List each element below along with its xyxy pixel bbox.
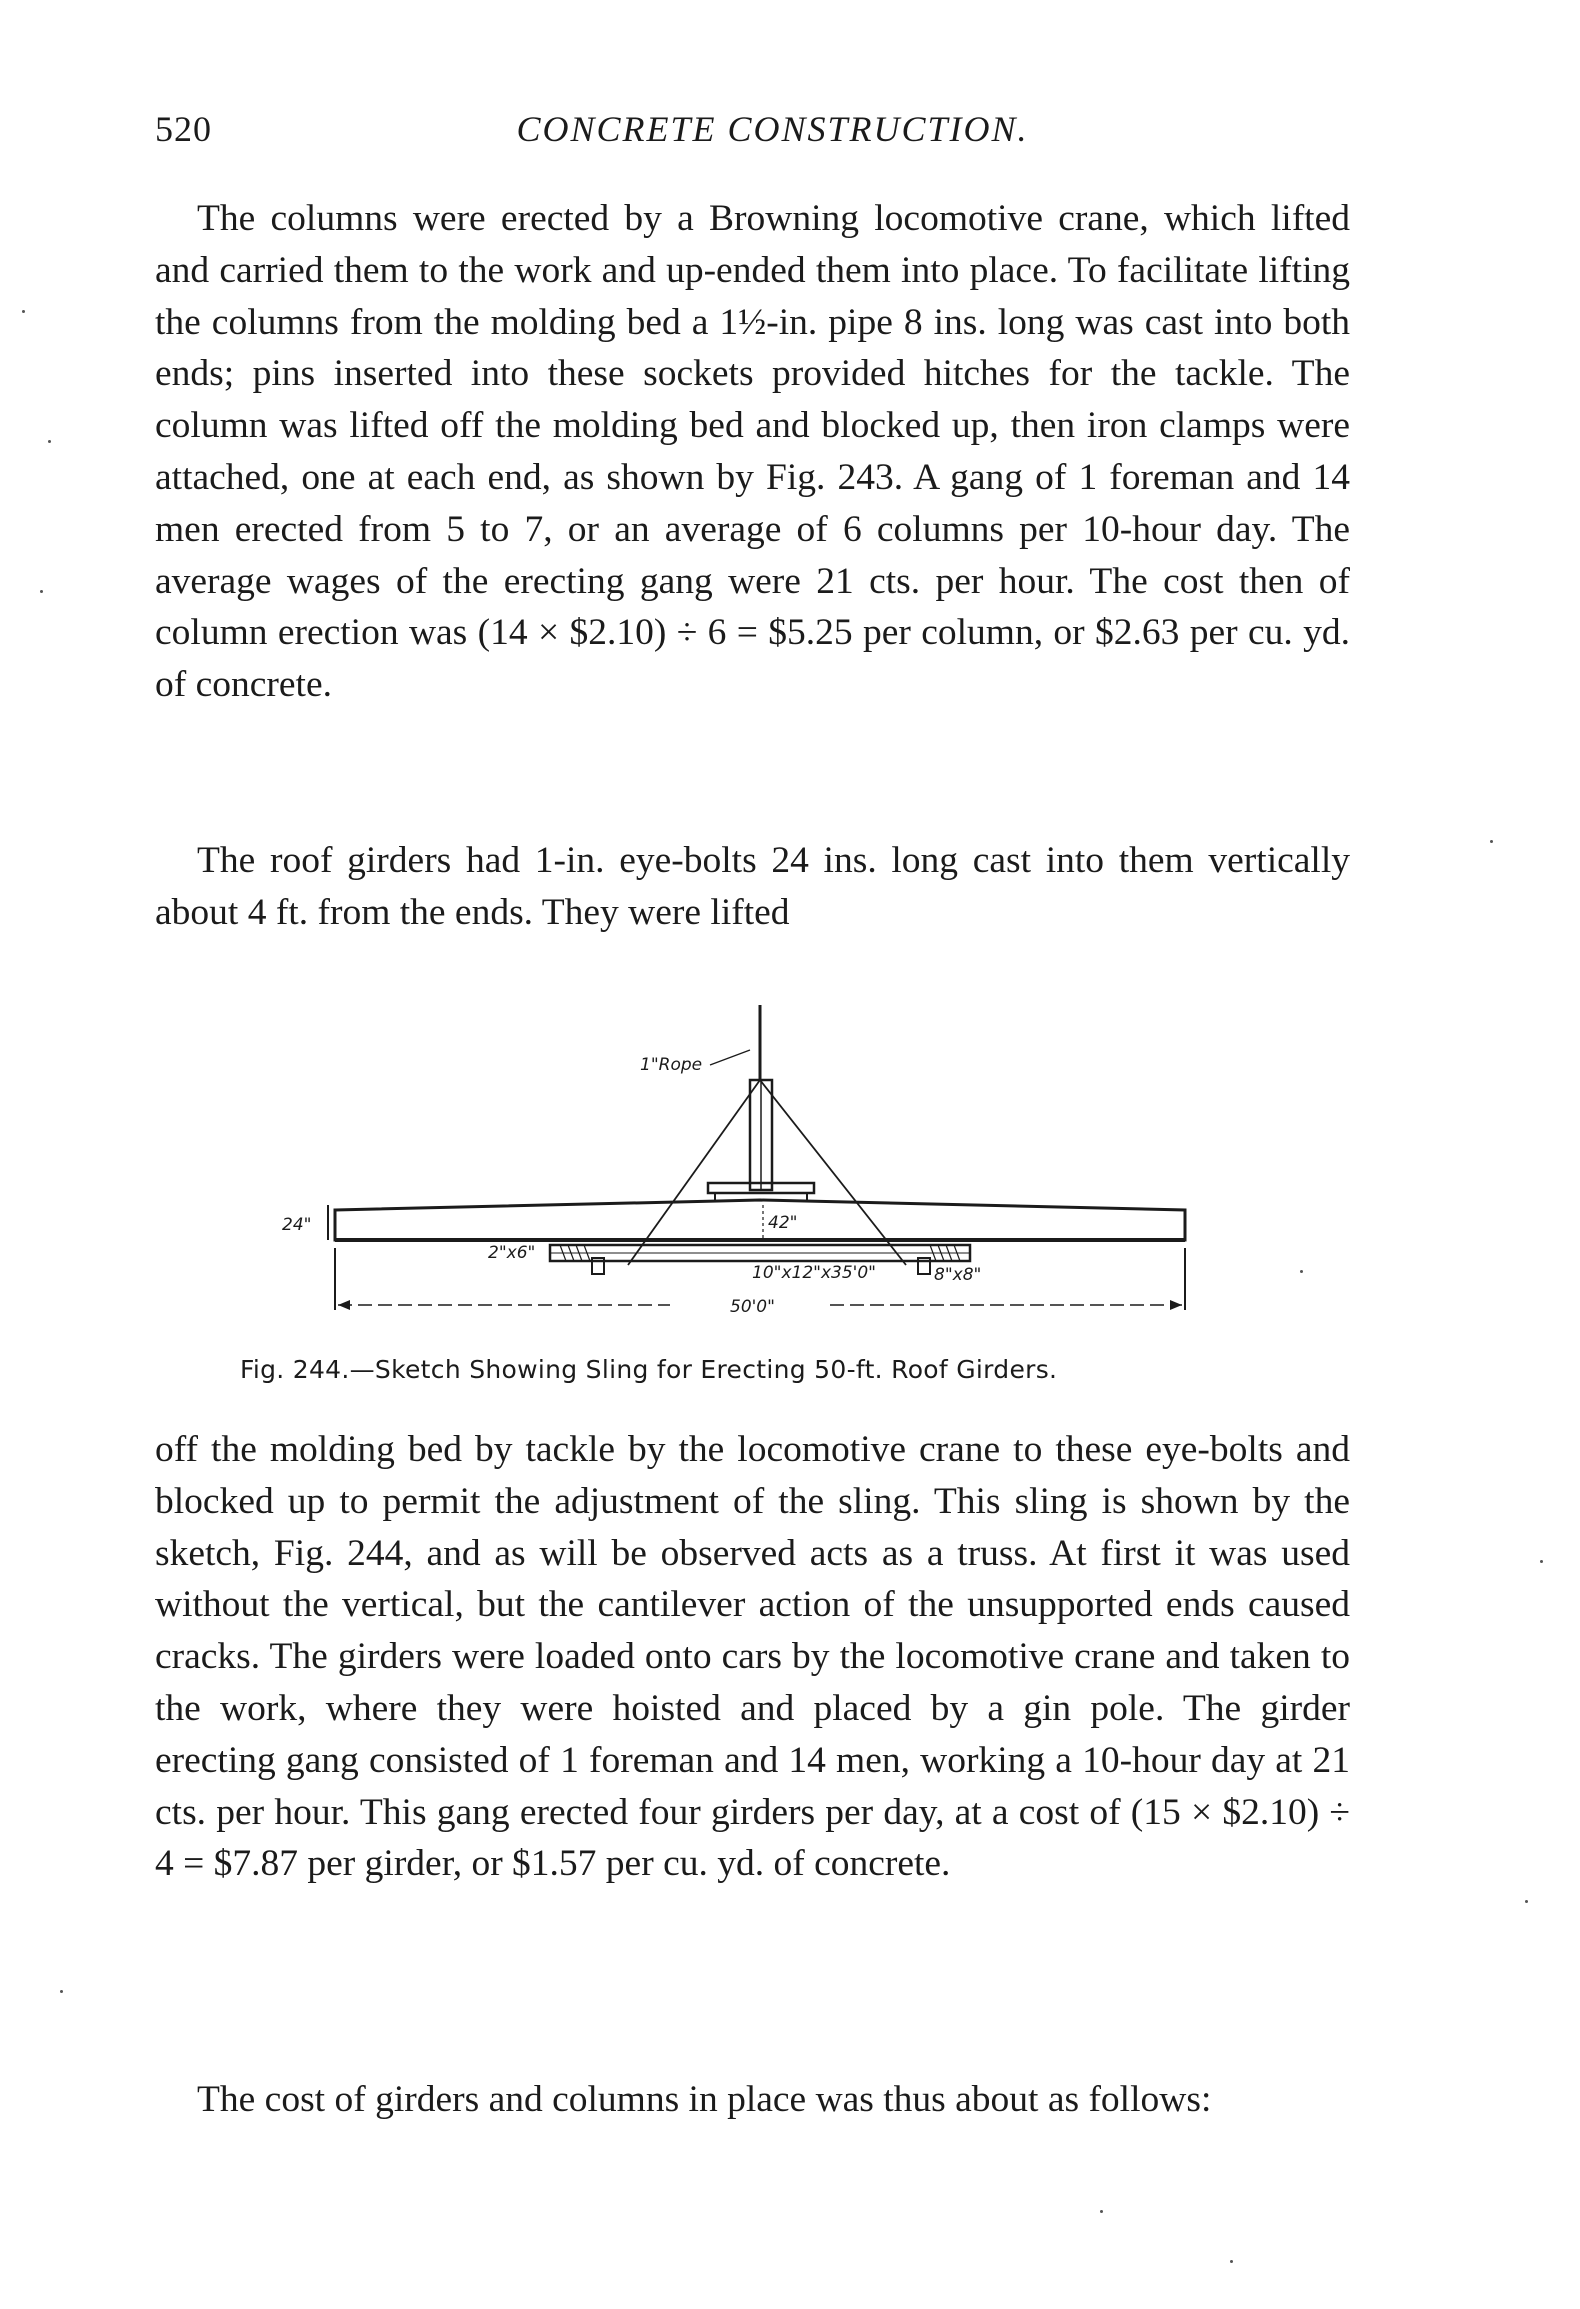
scan-speck bbox=[1230, 2260, 1233, 2263]
page-number: 520 bbox=[155, 109, 212, 149]
paragraph-cost-summary: The cost of girders and columns in place was thus about as follows: bbox=[197, 2079, 1212, 2120]
sling-diagram bbox=[282, 1000, 1210, 1340]
girder-depth-label: 24" bbox=[282, 1215, 312, 1235]
paragraph-column-erection: The columns were erected by a Browning locomotive crane, which lifted and carried them to the work and up-ended them into place. To facilitate lifting the columns from the molding bed a 1½-in. pipe 8 ins. long was cast into both ends; pins inserted into these sockets provided hitches for the tackle. The column was lifted off the molding bed and blocked up, then iron clamps were attached, one at each end, as shown by Fig. 243. A gang of 1 foreman and 14 men erected from 5 to 7, or an average of 6 columns per 10-hour day. The average wages of the erecting gang were 21 cts. per hour. The cost then of column erection was (14 × $2.10) ÷ 6 = $5.25 per column, or $2.63 per cu. yd. of concrete. bbox=[155, 198, 1350, 706]
figure-sling-sketch bbox=[282, 1000, 1210, 1340]
rope-label: 1"Rope bbox=[640, 1055, 703, 1075]
scan-speck bbox=[1525, 1900, 1528, 1903]
block-size-label: 2"x6" bbox=[488, 1243, 536, 1263]
span-label: 50'0" bbox=[730, 1297, 775, 1317]
scan-speck bbox=[22, 310, 25, 313]
scan-speck bbox=[1490, 840, 1493, 843]
sling-left bbox=[628, 1080, 760, 1265]
timber-size-label: 10"x12"x35'0" bbox=[752, 1263, 876, 1283]
figure-caption: Fig. 244.—Sketch Showing Sling for Erecting 50-ft. Roof Girders. bbox=[240, 1355, 1058, 1384]
scan-speck bbox=[1540, 1560, 1543, 1563]
scan-speck bbox=[40, 590, 43, 593]
paragraph-sling: off the molding bed by tackle by the locomotive crane to these eye-bolts and blocked up to permit the adjustment of the sling. This sling is shown by the sketch, Fig. 244, and as will be observed acts as a truss. At first it was used without the vertical, but the cantilever action of the unsupported ends caused cracks. The girders were loaded onto cars by the locomotive crane and taken to the work, where they were hoisted and placed by a gin pole. The girder erecting gang consisted of 1 foreman and 14 men, working a 10-hour day at 21 cts. per hour. This gang erected four girders per day, at a cost of (15 × $2.10) ÷ 4 = $7.87 per girder, or $1.57 per cu. yd. of concrete. bbox=[155, 1429, 1350, 1885]
scan-speck bbox=[1100, 2210, 1103, 2213]
roof-girder bbox=[335, 1200, 1185, 1240]
sling-right bbox=[760, 1080, 906, 1265]
scan-speck bbox=[1300, 1270, 1303, 1273]
post-height-label: 42" bbox=[768, 1213, 798, 1233]
scan-speck bbox=[60, 1990, 63, 1993]
running-head: CONCRETE CONSTRUCTION. bbox=[516, 109, 1029, 149]
scan-speck bbox=[48, 440, 51, 443]
paragraph-roof-girders: The roof girders had 1-in. eye-bolts 24 ins. long cast into them vertically about 4 ft. from the ends. They were lifted bbox=[155, 840, 1350, 933]
page-header bbox=[155, 108, 1350, 158]
bearing-size-label: 8"x8" bbox=[934, 1265, 982, 1285]
